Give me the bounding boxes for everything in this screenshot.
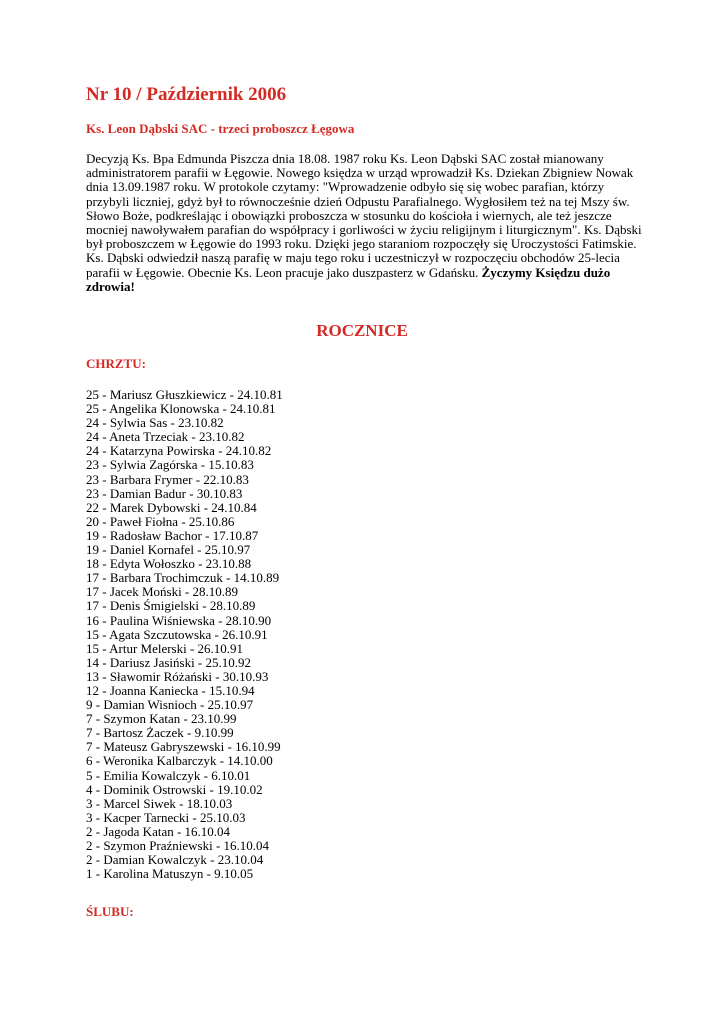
baptism-list-item: 23 - Damian Badur - 30.10.83 xyxy=(86,485,243,501)
baptism-list-item: 5 - Emilia Kowalczyk - 6.10.01 xyxy=(86,767,251,783)
baptism-list xyxy=(86,388,283,881)
baptism-list-item: 7 - Bartosz Żaczek - 9.10.99 xyxy=(86,725,234,741)
baptism-list-item: 9 - Damian Wisnioch - 25.10.97 xyxy=(86,697,254,713)
baptism-list-item: 17 - Denis Śmigielski - 28.10.89 xyxy=(86,598,256,614)
baptism-list-item: 15 - Agata Szczutowska - 26.10.91 xyxy=(86,626,268,642)
wedding-label: ŚLUBU: xyxy=(86,904,134,919)
baptism-list-item: 13 - Sławomir Różański - 30.10.93 xyxy=(86,668,269,684)
baptism-list-item: 1 - Karolina Matuszyn - 9.10.05 xyxy=(86,866,254,882)
baptism-list-item: 16 - Paulina Wiśniewska - 28.10.90 xyxy=(86,612,272,628)
baptism-list-item: 2 - Jagoda Katan - 16.10.04 xyxy=(86,823,231,839)
baptism-list-item: 2 - Damian Kowalczyk - 23.10.04 xyxy=(86,852,264,868)
baptism-list-item: 3 - Marcel Siwek - 18.10.03 xyxy=(86,795,233,811)
baptism-list-item: 23 - Sylwia Zagórska - 15.10.83 xyxy=(86,457,254,473)
baptism-list-item: 2 - Szymon Praźniewski - 16.10.04 xyxy=(86,838,270,853)
baptism-list-item: 3 - Kacper Tarnecki - 25.10.03 xyxy=(86,809,246,825)
baptism-list-item: 25 - Angelika Klonowska - 24.10.81 xyxy=(86,401,276,417)
baptism-list-item: 19 - Radosław Bachor - 17.10.87 xyxy=(86,527,259,543)
baptism-list-item: 14 - Dariusz Jasiński - 25.10.92 xyxy=(86,654,252,670)
baptism-list-item: 17 - Barbara Trochimczuk - 14.10.89 xyxy=(86,570,280,586)
baptism-list-item: 7 - Szymon Katan - 23.10.99 xyxy=(86,711,237,727)
baptism-list-item: 15 - Artur Melerski - 26.10.91 xyxy=(86,640,244,656)
baptism-list-item: 7 - Mateusz Gabryszewski - 16.10.99 xyxy=(86,739,281,755)
baptism-list-item: 19 - Daniel Kornafel - 25.10.97 xyxy=(86,542,251,558)
baptism-list-item: 17 - Jacek Moński - 28.10.89 xyxy=(86,584,239,600)
baptism-list-item: 24 - Katarzyna Powirska - 24.10.82 xyxy=(86,443,272,459)
baptism-label: CHRZTU: xyxy=(86,356,146,371)
baptism-list-item: 20 - Paweł Fiołna - 25.10.86 xyxy=(86,513,235,529)
baptism-list-item: 12 - Joanna Kaniecka - 15.10.94 xyxy=(86,682,255,698)
baptism-list-item: 24 - Aneta Trzeciak - 23.10.82 xyxy=(86,429,245,445)
article-subtitle: Ks. Leon Dąbski SAC - trzeci proboszcz Łęgowa xyxy=(86,121,355,136)
baptism-list-item: 22 - Marek Dybowski - 24.10.84 xyxy=(86,499,257,515)
baptism-list-item: 6 - Weronika Kalbarczyk - 14.10.00 xyxy=(86,753,273,769)
article-body-text: Decyzją Ks. Bpa Edmunda Piszcza dnia 18.08. 1987 roku Ks. Leon Dąbski SAC został mianowany administratorem parafii w Łęgowie. Nowego księdza w urząd wprowadził Ks. Dziekan Zbigniew Nowak dnia 13.09.1987 roku. W protokole czytamy: "Wprowadzenie odbyło się się wobec parafian, którzy przybyli liczniej, gdyż był to równocześnie dzień Odpustu Parafialnego. Wygłosiłem też na tej Mszy św. Słowo Boże, podkreślając i obowiązki proboszcza w stosunku do kościoła i wiernych, ale też jeszcze mocniej nawoływałem parafian do współpracy i gorliwości w życiu religijnym i liturgicznym". Ks. Dąbski był proboszczem w Łęgowie do 1993 roku. Dzięki jego staraniom rozpoczęły się Uroczystości Fatimskie. Ks. Dąbski odwiedził naszą parafię w maju tego roku i uczestniczył w rozpoczęciu obchodów 25-lecia parafii w Łęgowie. Obecnie Ks. Leon pracuje jako duszpasterz w Gdańsku. xyxy=(86,151,642,280)
baptism-list-item: 23 - Barbara Frymer - 22.10.83 xyxy=(86,471,249,487)
baptism-list-item: 18 - Edyta Wołoszko - 23.10.88 xyxy=(86,556,252,572)
baptism-list-item: 24 - Sylwia Sas - 23.10.82 xyxy=(86,415,224,431)
article-closing-wish: Życzymy Księdzu dużo zdrowia! xyxy=(86,264,611,294)
anniversaries-heading: ROCZNICE xyxy=(316,321,408,340)
baptism-list-item: 4 - Dominik Ostrowski - 19.10.02 xyxy=(86,781,263,797)
issue-title: Nr 10 / Październik 2006 xyxy=(86,84,287,105)
article-body xyxy=(86,152,644,294)
baptism-list-item: 25 - Mariusz Głuszkiewicz - 24.10.81 xyxy=(86,387,283,402)
